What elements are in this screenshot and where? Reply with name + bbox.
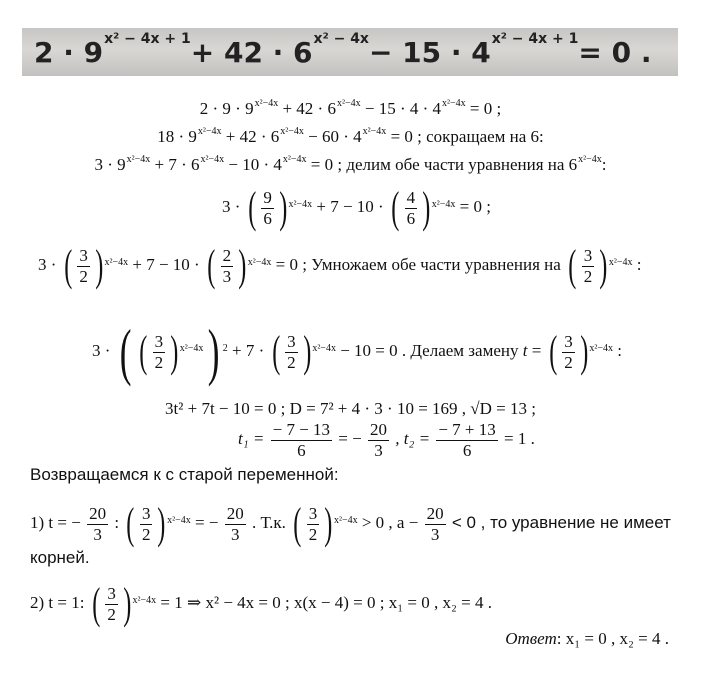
paren-outer: ( ( $\frac{3}{2}$ ) x²−4x ) 2	[119, 316, 228, 387]
paren-fraction: ( $\frac{3}{2}$ ) x²−4x	[63, 241, 129, 290]
answer-value: : x₁ = 0 , x₂ = 4 .	[556, 629, 669, 648]
case-2-line: 2) t = 1: ( $\frac{3}{2}$ ) x²−4x = 1 ⇒ x² − 4x = 0 ; x(x − 4) = 0 ; x₁ = 0 , x₂ = 4 .	[30, 579, 492, 628]
eq-term-1: 2 · 9	[34, 35, 104, 69]
solution-line-2: $18 \cdot 9^{x^2-4x} + 42 \cdot 6^{x^2-4x} - 60 \cdot 4^{x^2-4x} = 0$ ; сокращаем на 6:	[157, 126, 544, 146]
solution-line-4: 3 · ( $\frac{9}{6}$ ) x²−4x + 7 − 10 · ( $\frac{4}{6}$ ) x²−4x = 0 ;	[222, 183, 491, 232]
eq-exp-1: x² − 4x + 1	[104, 31, 191, 47]
paren-fraction: ( $\frac{9}{6}$ ) x²−4x	[247, 183, 313, 232]
paren-fraction: ( $\frac{4}{6}$ ) x²−4x	[391, 183, 456, 232]
answer-label: Ответ	[505, 629, 557, 648]
solution-line-1: $2 \cdot 9 \cdot 9^{x^2-4x} + 42 \cdot 6^{x^2-4x} - 15 \cdot 4 \cdot 4^{x^2-4x} = 0$ ;	[199, 98, 502, 118]
case-1-line: 1) t = − $\frac{20}{3}$ : ( $\frac{3}{2}$ ) x²−4x = − $\frac{20}{3}$ . Т.к. ( $\frac{3}{2}$ ) x²−4x > 0 , а − $\frac{20}{3}$ < 0 , то уравнение не имеет	[30, 499, 671, 548]
paren-fraction: ( $\frac{2}{3}$ ) x²−4x	[207, 241, 272, 290]
eq-exp-3: x² − 4x + 1	[491, 31, 579, 47]
solution-line-7: 3t² + 7t − 10 = 0 ; D = 7² + 4 · 3 · 10 = 169 , √D = 13 ;	[165, 399, 536, 418]
return-text: Возвращаемся к с старой переменной:	[30, 465, 339, 484]
paren-fraction: ( $\frac{3}{2}$ ) x²−4x	[271, 327, 336, 376]
eq-term-2: + 42 · 6	[190, 35, 313, 69]
paren-fraction: ( $\frac{3}{2}$ ) x²−4x	[548, 327, 614, 376]
eq-term-3: − 15 · 4	[368, 35, 491, 69]
solution-line-3: $3 \cdot 9^{x^2-4x} + 7 \cdot 6^{x^2-4x} - 10 \cdot 4^{x^2-4x} = 0$ ; делим обе части уравнения на $6^{x^2-4x}$:	[94, 154, 607, 174]
solution-line-6: 3 · ( ( $\frac{3}{2}$ ) x²−4x ) 2 + 7 · ( $\frac{3}{2}$ ) x²−4x − 10 = 0 . Делаем замену t = ( $\frac{3}{2}$ ) x²−4x :	[92, 316, 622, 387]
task-equation-banner	[22, 28, 678, 76]
solution-line-8: t₁ = $\frac{- 7 - 13}{6}$ = − $\frac{20}{3}$ , t₂ = $\frac{- 7 + 13}{6}$ = 1 .	[238, 420, 535, 460]
answer-line	[505, 630, 669, 647]
solution-line-5: 3 · ( $\frac{3}{2}$ ) x²−4x + 7 − 10 · ( $\frac{2}{3}$ ) x²−4x = 0 ; Умножаем обе части уравнения на ( $\frac{3}{2}$ ) x²−4x :	[38, 241, 642, 290]
eq-end: = 0 .	[578, 35, 652, 69]
eq-exp-2: x² − 4x	[313, 31, 369, 47]
paren-fraction: ( $\frac{3}{2}$ ) x²−4x	[568, 241, 633, 290]
case-1-continued: корней.	[30, 548, 90, 567]
